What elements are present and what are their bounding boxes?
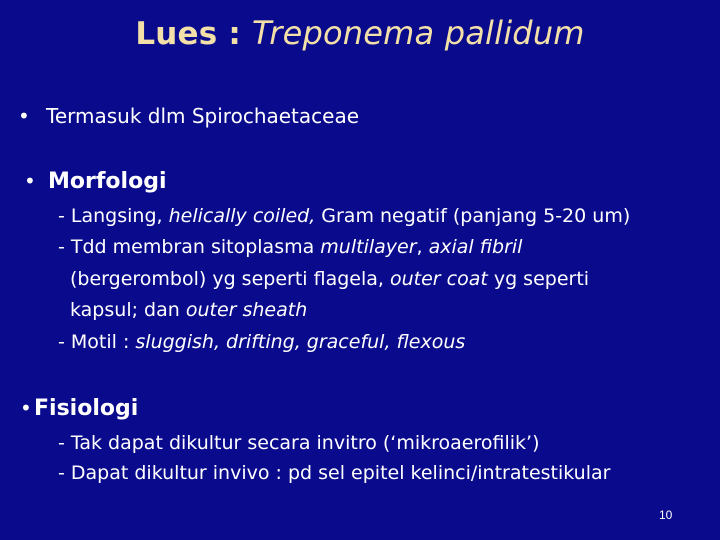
bullet-spirochaetaceae (18, 104, 359, 128)
morfologi-line-2 (58, 236, 522, 258)
morfologi-line-3 (70, 268, 589, 290)
text-run: (bergerombol) yg seperti flagela, (70, 268, 390, 290)
morfologi-line-4 (70, 299, 307, 321)
bullet-dot: • (20, 396, 32, 420)
text-run: yg seperti (487, 268, 590, 290)
text-run-italic: sluggish, drifting, graceful, flexous (135, 331, 466, 353)
text-run-italic: outer coat (389, 268, 488, 290)
bullet-text: Termasuk dlm Spirochaetaceae (46, 104, 360, 128)
morfologi-heading: Morfologi (48, 169, 167, 194)
bullet-morfologi (24, 169, 167, 194)
title-main: Lues : (135, 16, 252, 52)
morfologi-line-1 (58, 205, 630, 227)
fisiologi-line-2: - Dapat dikultur invivo : pd sel epitel kelinci/intratestikular (58, 462, 611, 484)
text-run: - Langsing, (58, 205, 169, 227)
text-run-italic: helically coiled, (168, 205, 316, 227)
text-run: kapsul; dan (70, 299, 186, 321)
text-run-italic: axial fibril (428, 236, 523, 258)
text-run: Gram negatif (panjang 5-20 um) (315, 205, 631, 227)
slide-title (0, 14, 720, 52)
fisiologi-line-1: - Tak dapat dikultur secara invitro (‘mikroaerofilik’) (58, 432, 540, 454)
text-run: - Motil : (58, 331, 136, 353)
bullet-fisiologi (20, 396, 138, 421)
fisiologi-heading: Fisiologi (34, 396, 139, 421)
text-run: - Tdd membran sitoplasma (58, 236, 321, 258)
text-run-italic: outer sheath (185, 299, 308, 321)
page-number: 10 (659, 508, 673, 522)
bullet-dot: • (18, 104, 30, 128)
title-italic: Treponema pallidum (252, 14, 585, 52)
text-run-italic: multilayer (320, 236, 417, 258)
text-run: , (416, 236, 429, 258)
bullet-dot: • (24, 169, 36, 193)
morfologi-line-5 (58, 331, 465, 353)
